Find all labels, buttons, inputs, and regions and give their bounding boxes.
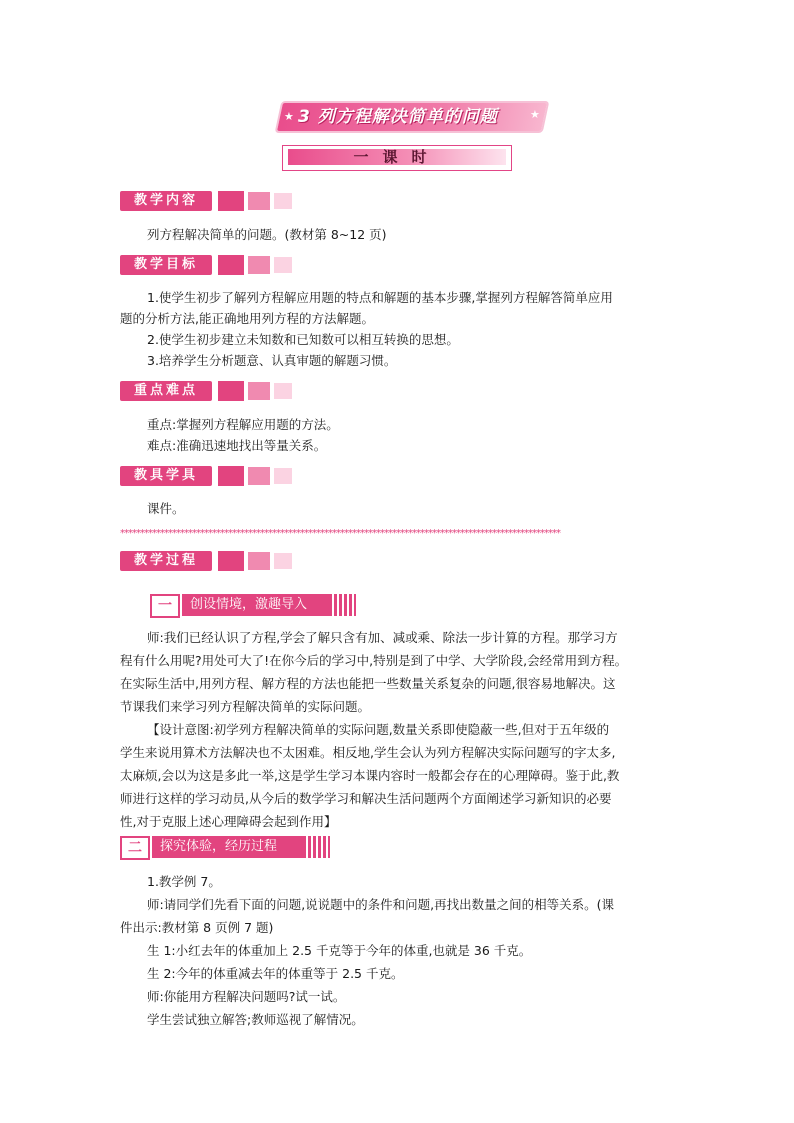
tools-text: 课件。 [147,501,185,516]
part1-line: 在实际生活中,用列方程、解方程的方法也能把一些数量关系复杂的问题,很容易地解决。这 [120,676,616,691]
content-text: 列方程解决简单的问题。(教材第 8~12 页) [147,227,387,242]
part2-stripes [308,836,330,858]
section-marker [218,466,244,486]
design-line: 师进行这样的学习动员,从今后的数学学习和解决生活问题两个方面阐述学习新知识的必要 [120,791,612,806]
part2-line: 1.教学例 7。 [147,874,221,889]
part1-title: 创设情境，激趣导入 [182,594,332,616]
section-marker [248,552,270,570]
objective-line: 3.培养学生分析题意、认真审题的解题习惯。 [147,353,397,368]
design-line: 性,对于克服上述心理障碍会起到作用】 [120,814,337,829]
design-line: 太麻烦,会以为这是多此一举,这是学生学习本课内容时一般都会存在的心理障碍。鉴于此,教 [120,768,620,783]
part2-number: 二 [120,836,150,860]
section-marker [274,383,292,399]
design-line: 学生来说用算术方法解决也不太困难。相反地,学生会认为列方程解决实际问题写的字太多, [120,745,616,760]
section-marker [248,256,270,274]
part1-line: 节课我们来学习列方程解决简单的实际问题。 [120,699,371,714]
part1-stripes [334,594,356,616]
part2-line: 生 2:今年的体重减去年的体重等于 2.5 千克。 [147,966,404,981]
part1-line: 师:我们已经认识了方程,学会了解只含有加、减或乘、除法一步计算的方程。那学习方 [147,630,618,645]
part2-line: 生 1:小红去年的体重加上 2.5 千克等于今年的体重,也就是 36 千克。 [147,943,532,958]
part2-line: 师:请同学们先看下面的问题,说说题中的条件和问题,再找出数量之间的相等关系。(课 [147,897,615,912]
section-marker [218,255,244,275]
key-line: 重点:掌握列方程解应用题的方法。 [147,417,339,432]
section-marker [274,553,292,569]
section-marker [274,468,292,484]
objective-line: 2.使学生初步建立未知数和已知数可以相互转换的思想。 [147,332,459,347]
lesson-label: 一课时 [353,148,441,166]
page-title: 3 列方程解决简单的问题 [298,107,498,127]
part2-line: 件出示:教材第 8 页例 7 题) [120,920,274,935]
objective-line: 题的分析方法,能正确地用列方程的方法解题。 [120,311,374,326]
section-marker [248,192,270,210]
star-icon: ★ [530,108,540,121]
section-marker [218,551,244,571]
part1-number: 一 [150,594,180,618]
objective-line: 1.使学生初步了解列方程解应用题的特点和解题的基本步骤,掌握列方程解答简单应用 [147,290,613,305]
section-marker [218,191,244,211]
part2-line: 师:你能用方程解决问题吗?试一试。 [147,989,346,1004]
part2-title: 探究体验，经历过程 [152,836,306,858]
design-line: 【设计意图:初学列方程解决简单的实际问题,数量关系即使隐蔽一些,但对于五年级的 [147,722,610,737]
part1-line: 程有什么用呢?用处可大了!在你今后的学习中,特别是到了中学、大学阶段,会经常用到方程。 [120,653,628,668]
section-marker [248,382,270,400]
section-marker [274,193,292,209]
section-content-label: 教学内容 [120,191,212,211]
section-objectives-label: 教学目标 [120,255,212,275]
star-icon: ★ [284,110,294,123]
section-process-label: 教学过程 [120,551,212,571]
star-divider: ************************************************************************************************************** [120,528,560,539]
part2-line: 学生尝试独立解答;教师巡视了解情况。 [147,1012,364,1027]
section-marker [218,381,244,401]
section-key-label: 重点难点 [120,381,212,401]
section-marker [274,257,292,273]
key-line: 难点:准确迅速地找出等量关系。 [147,438,327,453]
section-tools-label: 教具学具 [120,466,212,486]
section-marker [248,467,270,485]
